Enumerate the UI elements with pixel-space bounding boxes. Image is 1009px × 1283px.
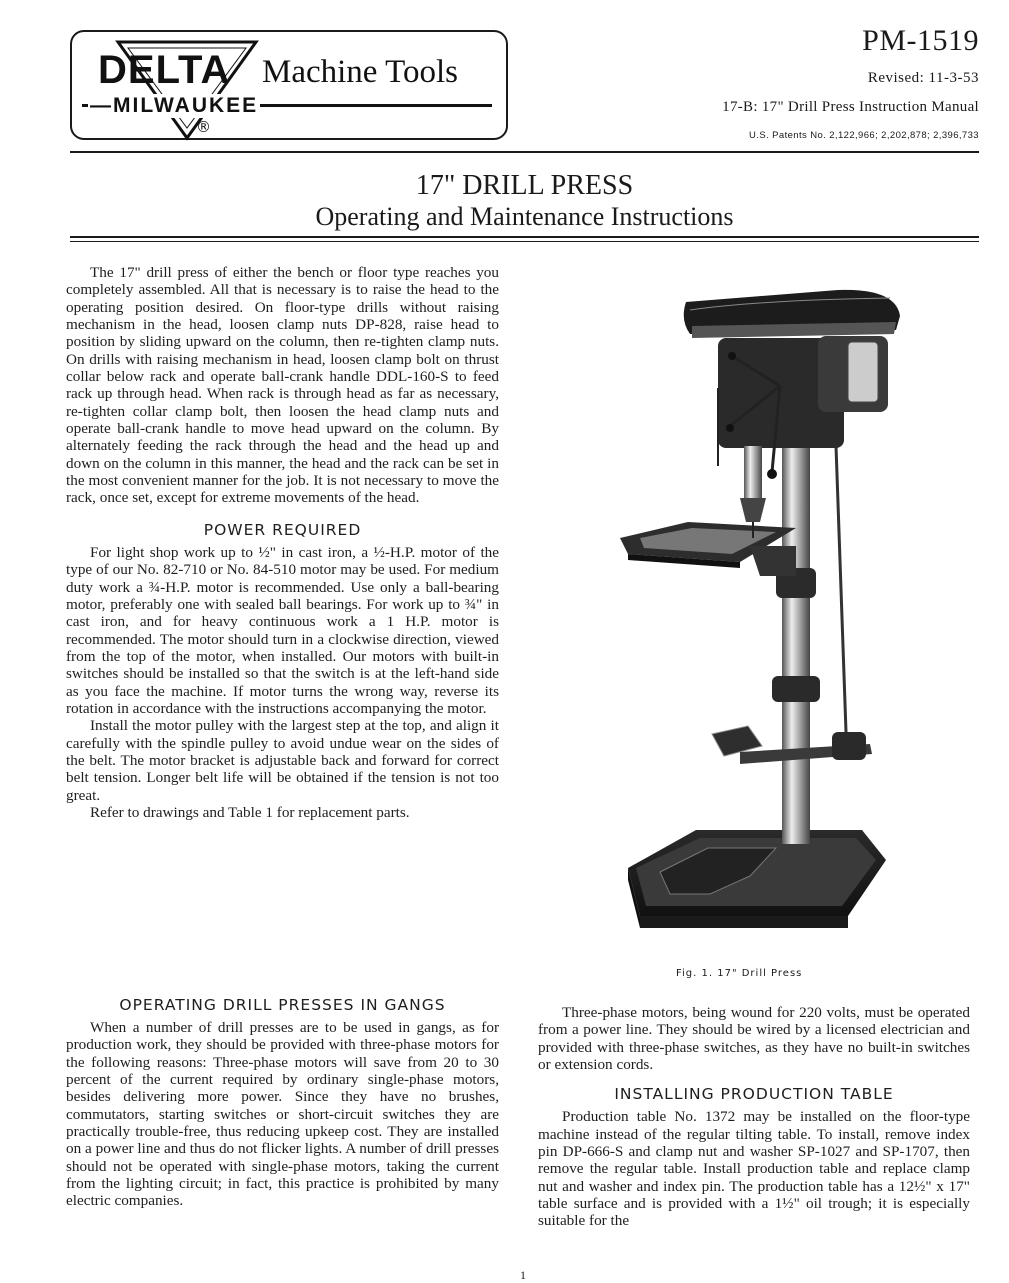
- patent-numbers: U.S. Patents No. 2,122,966; 2,202,878; 2,396,733: [749, 130, 979, 141]
- page-number: 1: [520, 1268, 526, 1282]
- gangs-heading: OPERATING DRILL PRESSES IN GANGS: [119, 996, 446, 1014]
- registered-mark: ®: [196, 118, 211, 136]
- production-table-heading: INSTALLING PRODUCTION TABLE: [614, 1085, 894, 1104]
- power-paragraph-2: Install the motor pulley with the largest step at the top, and align it carefully with the spindle pulley to avoid undue wear on the sides of the belt. The motor bracket is adjustable back and forward for correct belt tension. Longer belt life will be obtained if the tension is not too great.: [66, 717, 499, 804]
- brand-city: —MILWAUKEE: [90, 94, 259, 117]
- gangs-paragraph-2: Three-phase motors, being wound for 220 volts, must be operated from a power line. They should be wired by a licensed electrician and provided with three-phase switches, as they have no built-in switches or extension cords.: [538, 1004, 970, 1074]
- brand-city-text: MILWAUKEE: [113, 94, 259, 117]
- delta-logo: [70, 30, 508, 140]
- right-column-bottom: [538, 1004, 970, 1230]
- document-info: [722, 24, 979, 141]
- left-column-top: [66, 264, 499, 821]
- page-subtitle: Operating and Maintenance Instructions: [315, 202, 734, 231]
- intro-paragraph: The 17" drill press of either the bench or floor type reaches you completely assembled. All that is necessary is to raise the head to the operating position desired. On floor-type drills without raising mechanism in the head, loosen clamp nuts DP-828, raise head to position by sliding upward on the column, then re-tighten clamp nuts. On drills with raising mechanism in head, loosen clamp bolt on thrust collar below rack and operate ball-crank handle DDL-160-S to feed rack up through head. When rack is through head as far as necessary, re-tighten collar clamp bolt, then loosen the head clamp nuts and operate ball-crank handle to move head upward on the column. By alternately feeding the rack through the head and the head up and down on the column in this manner, the head and the rack can be set in the most convenient manner for the job. It is not necessary to move the rack, once set, except for extreme movements of the head.: [66, 264, 499, 507]
- power-required-heading: POWER REQUIRED: [203, 520, 362, 539]
- brand-suffix: Machine Tools: [262, 54, 458, 90]
- figure-caption: Fig. 1. 17" Drill Press: [676, 968, 803, 979]
- power-paragraph-3: Refer to drawings and Table 1 for replacement parts.: [90, 803, 410, 821]
- production-paragraph: Production table No. 1372 may be installed on the floor-type machine instead of the regular tilting table. To install, remove index pin DP-666-S and clamp nut and washer SP-1027 and SP-1707, then remove the regular table. Install production table and replace clamp nut and washer and index pin. The production table has a 12½" x 17" table surface and is provided with a 1½" oil trough; it is especially suitable for the: [538, 1108, 970, 1230]
- doc-number: PM-1519: [862, 24, 979, 57]
- manual-title: 17-B: 17" Drill Press Instruction Manual: [722, 99, 979, 115]
- gangs-paragraph-1: When a number of drill presses are to be used in gangs, as for production work, they should be provided with three-phase motors for the following reasons: Three-phase motors will save from 20 to 30 percent of the current required by ordinary single-phase motors, besides delivering more power. Since they have no brushes, commutators, starting switches or short-circuit switches they are practically trouble-free, thus reducing upkeep cost. They are installed on a power line and thus do not flicker lights. A number of drill presses should not be operated with single-phase motors, taking the current from the lighting circuit; in fact, this practice is prohibited by many electric companies.: [66, 1019, 499, 1210]
- page-title: 17" DRILL PRESS: [415, 170, 634, 201]
- brand-name: DELTA: [98, 48, 231, 92]
- title-divider: [70, 236, 979, 242]
- drill-press-illustration: [600, 276, 912, 948]
- power-paragraph-1: For light shop work up to ½" in cast iron, a ½-H.P. motor of the type of our No. 82-710 or No. 84-510 motor may be used. For medium duty work a ¾-H.P. motor is recommended. Use only a ball-bearing motor, preferably one with sealed ball bearings. For work up to ¾" in cast iron, and for heavy continuous work a 1 H.P. motor is recommended. The motor should turn in a clockwise direction, viewed from the top of the motor, when installed. Our motors with built-in switches should be installed so that the switch is at the left-hand side as you face the machine. If motor turns the wrong way, reverse its rotation in accordance with the instructions accompanying the motor.: [66, 543, 499, 717]
- revised-date: Revised: 11-3-53: [867, 70, 979, 86]
- header-divider: [70, 151, 979, 153]
- left-column-bottom: [66, 996, 499, 1210]
